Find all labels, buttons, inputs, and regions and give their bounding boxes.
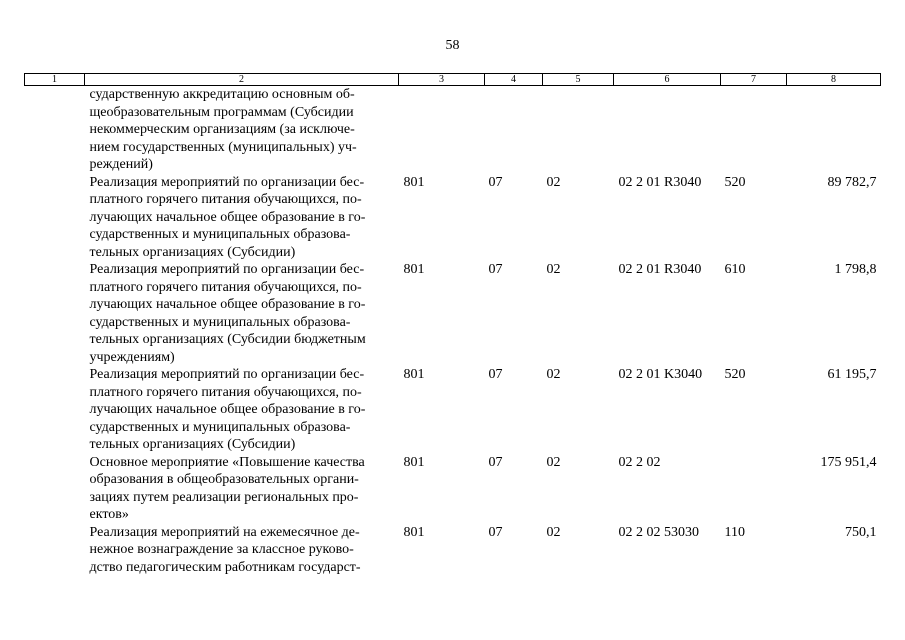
description-line: нием государственных (муниципальных) уч- — [89, 139, 357, 155]
description-line: сударственных и муниципальных образова- — [89, 314, 351, 330]
target-article-cell: 02 2 02 53030 — [618, 524, 699, 540]
description-line: учреждениям) — [89, 349, 175, 365]
description-line: лучающих начальное общее образование в го- — [89, 297, 366, 312]
target-article-cell: 02 2 02 — [618, 454, 661, 470]
target-article-cell: 02 2 01 R3040 — [618, 262, 702, 277]
subsection-code-cell: 02 — [546, 454, 561, 470]
table-row — [25, 261, 881, 366]
description-line: образования в общеобразовательных органи- — [89, 472, 359, 487]
department-code-cell — [399, 86, 485, 174]
column-header: 4 — [485, 74, 543, 86]
column-header: 8 — [787, 74, 881, 86]
description-line: лучающих начальное общее образование в го- — [89, 209, 366, 225]
table-row — [25, 524, 881, 577]
column-header: 5 — [543, 74, 614, 86]
expense-type-cell: 110 — [724, 524, 745, 540]
description-line: Реализация мероприятий на ежемесячное де- — [89, 524, 360, 540]
description-line: лучающих начальное общее образование в го- — [89, 402, 366, 417]
table-row — [25, 366, 881, 454]
description-cell — [85, 524, 399, 577]
subsection-code-cell: 02 — [546, 174, 561, 190]
section-code-cell: 07 — [488, 524, 503, 540]
description-line: тельных организациях (Субсидии) — [89, 437, 296, 452]
expense-type-cell: 520 — [724, 367, 746, 382]
target-article-cell: 02 2 01 R3040 — [618, 174, 702, 190]
description-cell — [85, 261, 399, 366]
department-code-cell: 801 — [403, 524, 425, 540]
column-header: 1 — [25, 74, 85, 86]
section-code-cell: 07 — [488, 262, 503, 277]
table-row — [25, 454, 881, 524]
subsection-code-cell: 02 — [546, 367, 561, 382]
description-line: платного горячего питания обучающихся, по- — [89, 279, 362, 295]
description-line: тельных организациях (Субсидии бюджетным — [89, 332, 366, 347]
expense-type-cell: 610 — [724, 262, 746, 277]
description-line: зациях путем реализации региональных про- — [89, 489, 359, 505]
column-header: 2 — [85, 74, 399, 86]
description-line: дство педагогическим работникам государст- — [89, 559, 361, 575]
department-code-cell: 801 — [403, 174, 425, 190]
expense-type-cell — [721, 454, 787, 524]
description-line: ектов» — [89, 507, 129, 522]
row-number-cell — [25, 261, 85, 366]
description-line: щеобразовательным программам (Субсидии — [89, 104, 354, 120]
target-article-cell: 02 2 01 K3040 — [618, 367, 703, 382]
subsection-code-cell: 02 — [546, 262, 561, 277]
section-code-cell — [485, 86, 543, 174]
description-line: Основное мероприятие «Повышение качества — [89, 454, 365, 470]
row-number-cell — [25, 174, 85, 262]
description-line: платного горячего питания обучающихся, по- — [89, 384, 362, 400]
section-code-cell: 07 — [488, 174, 503, 190]
page-number: 58 — [445, 38, 460, 53]
subsection-code-cell: 02 — [546, 524, 561, 540]
department-code-cell: 801 — [403, 454, 425, 470]
subsection-code-cell — [543, 86, 614, 174]
department-code-cell: 801 — [403, 367, 425, 382]
amount-cell: 61 195,7 — [827, 367, 877, 382]
section-code-cell: 07 — [488, 454, 503, 470]
column-number-header — [25, 74, 881, 86]
description-cell — [85, 174, 399, 262]
description-cell — [85, 454, 399, 524]
amount-cell: 750,1 — [845, 524, 877, 540]
description-line: сударственную аккредитацию основным об- — [89, 87, 355, 102]
row-number-cell — [25, 366, 85, 454]
description-line: Реализация мероприятий по организации бес- — [89, 367, 365, 382]
department-code-cell: 801 — [403, 262, 425, 277]
description-line: сударственных и муниципальных образова- — [89, 227, 351, 242]
column-header: 6 — [614, 74, 721, 86]
row-number-cell — [25, 86, 85, 174]
amount-cell — [787, 86, 881, 174]
amount-cell: 89 782,7 — [827, 174, 877, 190]
description-line: некоммерческим организациям (за исключе- — [89, 122, 355, 137]
expense-type-cell: 520 — [724, 174, 746, 190]
amount-cell: 1 798,8 — [834, 262, 877, 277]
description-line: тельных организациях (Субсидии) — [89, 244, 296, 260]
description-line: платного горячего питания обучающихся, по- — [89, 192, 362, 207]
budget-table — [24, 73, 881, 576]
target-article-cell — [614, 86, 721, 174]
column-header: 7 — [721, 74, 787, 86]
row-number-cell — [25, 454, 85, 524]
row-number-cell — [25, 524, 85, 577]
section-code-cell: 07 — [488, 367, 503, 382]
description-cell — [85, 366, 399, 454]
description-line: нежное вознаграждение за классное руково- — [89, 542, 354, 557]
description-line: реждений) — [89, 157, 153, 172]
amount-cell: 175 951,4 — [820, 454, 877, 470]
expense-type-cell — [721, 86, 787, 174]
table-row — [25, 174, 881, 262]
description-line: Реализация мероприятий по организации бес- — [89, 262, 365, 277]
description-line: Реализация мероприятий по организации бес- — [89, 174, 365, 190]
description-line: сударственных и муниципальных образова- — [89, 419, 351, 435]
description-cell — [85, 86, 399, 174]
table-row — [25, 86, 881, 174]
column-header: 3 — [399, 74, 485, 86]
